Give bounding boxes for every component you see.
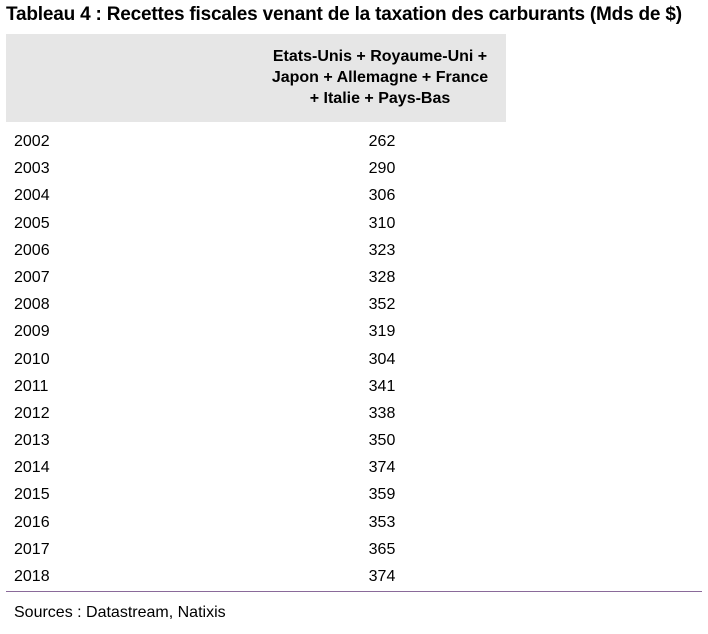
table-row [6,237,700,264]
table-row [6,400,700,427]
value-cell: 359 [368,486,396,504]
value-cell: 350 [368,432,396,450]
table-row [6,454,700,481]
table-row [6,291,700,318]
table-row [6,182,700,209]
year-cell: 2013 [14,432,50,450]
value-cell: 338 [368,404,396,422]
year-cell: 2008 [14,296,50,314]
year-cell: 2014 [14,459,50,477]
column-header-line-1: Etats-Unis + Royaume-Uni + [272,48,488,65]
table-row [6,128,700,155]
table-row [6,210,700,237]
value-cell: 374 [368,568,396,585]
table-row [6,509,700,536]
value-cell: 365 [368,540,396,558]
table-row [6,155,700,182]
value-cell: 323 [368,241,396,259]
value-cell: 304 [368,350,396,368]
value-cell: 290 [368,160,396,178]
column-header-line-3: + Italie + Pays-Bas [309,90,451,107]
year-cell: 2003 [14,160,50,178]
source-note: Sources : Datastream, Natixis [14,604,226,621]
table-row [6,481,700,508]
year-cell: 2011 [14,377,49,395]
value-cell: 310 [368,214,396,232]
bottom-divider [6,591,702,592]
year-cell: 2002 [14,133,50,150]
year-cell: 2009 [14,323,50,341]
table-row [6,346,700,373]
table-row [6,318,700,345]
table-title: Tableau 4 : Recettes fiscales venant de la taxation des carburants (Mds de $) [6,4,682,25]
value-cell: 374 [368,459,396,477]
value-cell: 341 [368,377,396,395]
year-cell: 2017 [14,540,50,558]
year-cell: 2012 [14,404,50,422]
table-row [6,563,700,590]
value-cell: 306 [368,187,396,205]
year-cell: 2004 [14,187,50,205]
year-cell: 2006 [14,241,50,259]
year-cell: 2016 [14,513,50,531]
year-cell: 2007 [14,268,50,286]
year-cell: 2010 [14,350,50,368]
table-row [6,536,700,563]
year-cell: 2015 [14,486,50,504]
year-cell: 2005 [14,214,50,232]
value-cell: 353 [368,513,396,531]
table-row [6,373,700,400]
table-row [6,427,700,454]
value-cell: 352 [368,296,396,314]
column-header [254,46,506,109]
value-cell: 328 [368,268,396,286]
column-header-line-2: Japon + Allemagne + France [271,69,489,86]
value-cell: 319 [368,323,396,341]
table-body [6,128,700,590]
value-cell: 262 [368,133,396,150]
year-cell: 2018 [14,568,50,585]
table-row [6,264,700,291]
